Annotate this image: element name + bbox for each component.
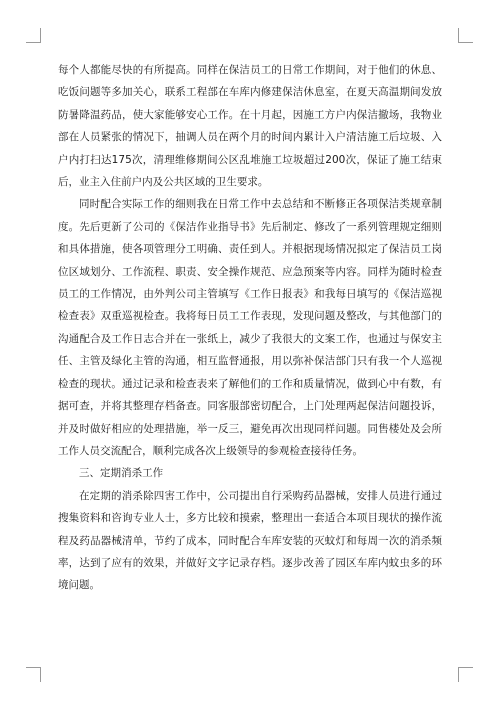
crop-mark-bottom-right	[458, 667, 473, 682]
paragraph-cleaning-staff-care: 每个人都能尽快的有所提高。同样在保洁员工的日常工作期间，对于他们的休息、吃饭问题等多加关心，联系工程部在车库内修建保洁休息室，在夏天高温期间发放防暑降温药品，使大家能够安心工作。在十月起，因施工方户内保洁撤场，我物业部在人员紧张的情况下，抽调人员在两个月的时间内累计入户清洁施工后垃圾、入户内打扫达175次，清理维修期间公区乱堆施工垃圾超过200次，保证了施工结束后，业主入住前户内及公共区域的卫生要求。	[58, 64, 442, 189]
crop-mark-top-right	[458, 28, 473, 43]
paragraph-rules-and-inspection: 同时配合实际工作的细则我在日常工作中去总结和不断修正各项保洁类规章制度。先后更新了公司的《保洁作业指导书》先后制定、修改了一系列管理规定细则和具体措施，使各项管理分工明确、责任到人。并根据现场情况拟定了保洁员工岗位区域划分、工作流程、职责、安全操作规范、应急预案等内容。同样为随时检查员工的工作情况，由外判公司主管填写《工作日报表》和我每日填写的《保洁巡视检查表》双重巡视检查。我将每日员工工作表现，发现问题及整改，与其他部门的沟通配合及工作日志合并在一张纸上，减少了我很大的文案工作，也通过与保安主任、主管及绿化主管的沟通，相互监督通报，用以弥补保洁部门只有我一个人巡视检查的现状。通过记录和检查表来了解他们的工作和质量情况，做到心中有数，有据可查，并将其整理存档备查。同客服部密切配合，上门处理两起保洁问题投诉，并及时做好相应的处理措施，举一反三，避免再次出现同样问题。同售楼处及会所工作人员交流配合，顺利完成各次上级领导的参观检查接待任务。	[58, 198, 442, 457]
paragraph-pest-control: 在定期的消杀除四害工作中，公司提出自行采购药品器械，安排人员进行通过搜集资料和咨询专业人士，多方比较和摸索，整理出一套适合本项目现状的操作流程及药品器械清单，节约了成本，同时配合车库安装的灭蚊灯和每周一次的消杀频率，达到了应有的效果，并做好文字记录存档。逐步改善了园区车库内蚊虫多的环境问题。	[58, 489, 442, 592]
document-body	[58, 59, 442, 597]
crop-mark-bottom-left	[26, 667, 41, 682]
section-heading: 三、定期消杀工作	[79, 467, 164, 480]
crop-mark-top-left	[26, 28, 41, 43]
